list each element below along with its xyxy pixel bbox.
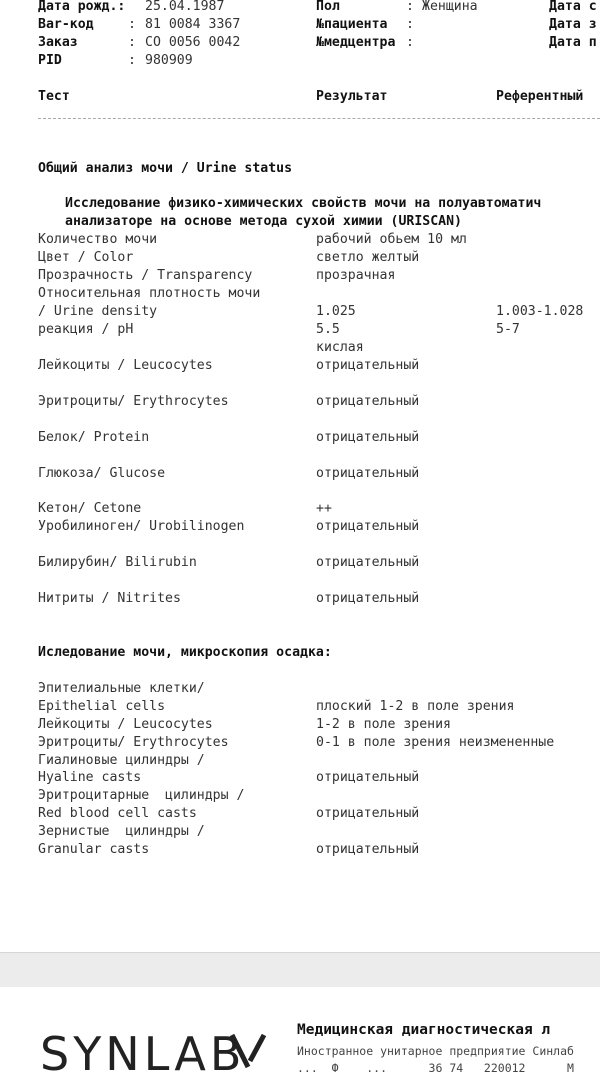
test-name: Hyaline casts: [38, 770, 142, 785]
test-name: Эритроцитарные цилиндры /: [38, 788, 245, 803]
sex-colon: :: [406, 0, 414, 14]
test-result: 0-1 в поле зрения неизмененные: [316, 735, 555, 750]
header-divider: [38, 118, 600, 119]
synlab-logo: SYNLAB: [40, 1027, 246, 1081]
patient-no-label: №пациента: [316, 17, 388, 32]
dob-label: Дата рожд.:: [38, 0, 126, 14]
test-reference: 1.003-1.028: [496, 304, 584, 319]
pid-value: 980909: [145, 53, 193, 68]
test-result: отрицательный: [316, 466, 420, 481]
test-name: Red blood cell casts: [38, 806, 197, 821]
pid-colon: :: [128, 53, 136, 68]
column-header-reference: Референтный: [496, 89, 584, 104]
date3-label: Дата п: [549, 35, 597, 50]
method-description-line1: Исследование физико-химических свойств мочи на полуавтоматич: [65, 196, 542, 211]
test-result: отрицательный: [316, 591, 420, 606]
test-name: Относительная плотность мочи: [38, 286, 261, 301]
test-name: Билирубин/ Bilirubin: [38, 555, 197, 570]
test-result: кислая: [316, 340, 364, 355]
test-name: Кетон/ Cetone: [38, 501, 142, 516]
test-result: 1.025: [316, 304, 356, 319]
test-name: Лейкоциты / Leucocytes: [38, 717, 213, 732]
page-separator: [0, 952, 600, 988]
test-name: Зернистые цилиндры /: [38, 824, 205, 839]
date2-label: Дата з: [549, 17, 597, 32]
test-name: Количество мочи: [38, 232, 158, 247]
barcode-colon: :: [128, 17, 136, 32]
order-value: CO 0056 0042: [145, 35, 241, 50]
test-name: Epithelial cells: [38, 699, 166, 714]
test-name: Эритроциты/ Erythrocytes: [38, 735, 229, 750]
test-result: отрицательный: [316, 555, 420, 570]
test-result: плоский 1-2 в поле зрения: [316, 699, 515, 714]
test-result: отрицательный: [316, 842, 420, 857]
column-header-result: Результат: [316, 89, 388, 104]
test-result: рабочий обьем 10 мл: [316, 232, 467, 247]
test-result: светло желтый: [316, 250, 420, 265]
lab-subtitle: Иностранное унитарное предприятие Синлаб: [297, 1044, 574, 1058]
synlab-logo-mark-icon: [222, 1031, 274, 1067]
test-result: отрицательный: [316, 806, 420, 821]
barcode-label: Bar-код: [38, 17, 94, 32]
test-result: отрицательный: [316, 770, 420, 785]
test-name: Белок/ Protein: [38, 430, 150, 445]
test-name: Эпителиальные клетки/: [38, 681, 205, 696]
test-name: Прозрачность / Transparency: [38, 268, 253, 283]
dob-value: 25.04.1987: [145, 0, 225, 14]
test-name: Нитриты / Nitrites: [38, 591, 181, 606]
section-title-urine-status: Общий анализ мочи / Urine status: [38, 161, 293, 176]
test-result: 1-2 в поле зрения: [316, 717, 451, 732]
test-name: Цвет / Color: [38, 250, 134, 265]
test-result: ++: [316, 501, 332, 516]
test-result: отрицательный: [316, 358, 420, 373]
test-name: Granular casts: [38, 842, 150, 857]
test-result: отрицательный: [316, 519, 420, 534]
order-colon: :: [128, 35, 136, 50]
sex-label: Пол: [316, 0, 340, 14]
next-page-header: [0, 987, 600, 1081]
test-result: отрицательный: [316, 394, 420, 409]
lab-title: Медицинская диагностическая л: [297, 1022, 551, 1038]
test-result: отрицательный: [316, 430, 420, 445]
test-result: прозрачная: [316, 268, 396, 283]
pid-label: PID: [38, 53, 62, 68]
center-no-label: №медцентра: [316, 35, 396, 50]
test-result: 5.5: [316, 322, 340, 337]
barcode-value: 81 0084 3367: [145, 17, 241, 32]
test-reference: 5-7: [496, 322, 520, 337]
test-name: / Urine density: [38, 304, 158, 319]
test-name: Гиалиновые цилиндры /: [38, 753, 205, 768]
method-description-line2: анализаторе на основе метода сухой химии (URISCAN): [65, 214, 462, 229]
patient-no-colon: :: [406, 17, 414, 32]
column-header-test: Тест: [38, 89, 70, 104]
test-name: Уробилиноген/ Urobilinogen: [38, 519, 245, 534]
test-name: реакция / pH: [38, 322, 134, 337]
test-name: Глюкоза/ Glucose: [38, 466, 166, 481]
sex-value: Женщина: [422, 0, 478, 14]
order-label: Заказ: [38, 35, 78, 50]
lab-address: ... Ф ... 36 74 220012 М: [297, 1061, 574, 1075]
test-name: Лейкоциты / Leucocytes: [38, 358, 213, 373]
date1-label: Дата с: [549, 0, 597, 14]
section-title-microscopy: Иследование мочи, микроскопия осадка:: [38, 645, 332, 660]
center-no-colon: :: [406, 35, 414, 50]
test-name: Эритроциты/ Erythrocytes: [38, 394, 229, 409]
